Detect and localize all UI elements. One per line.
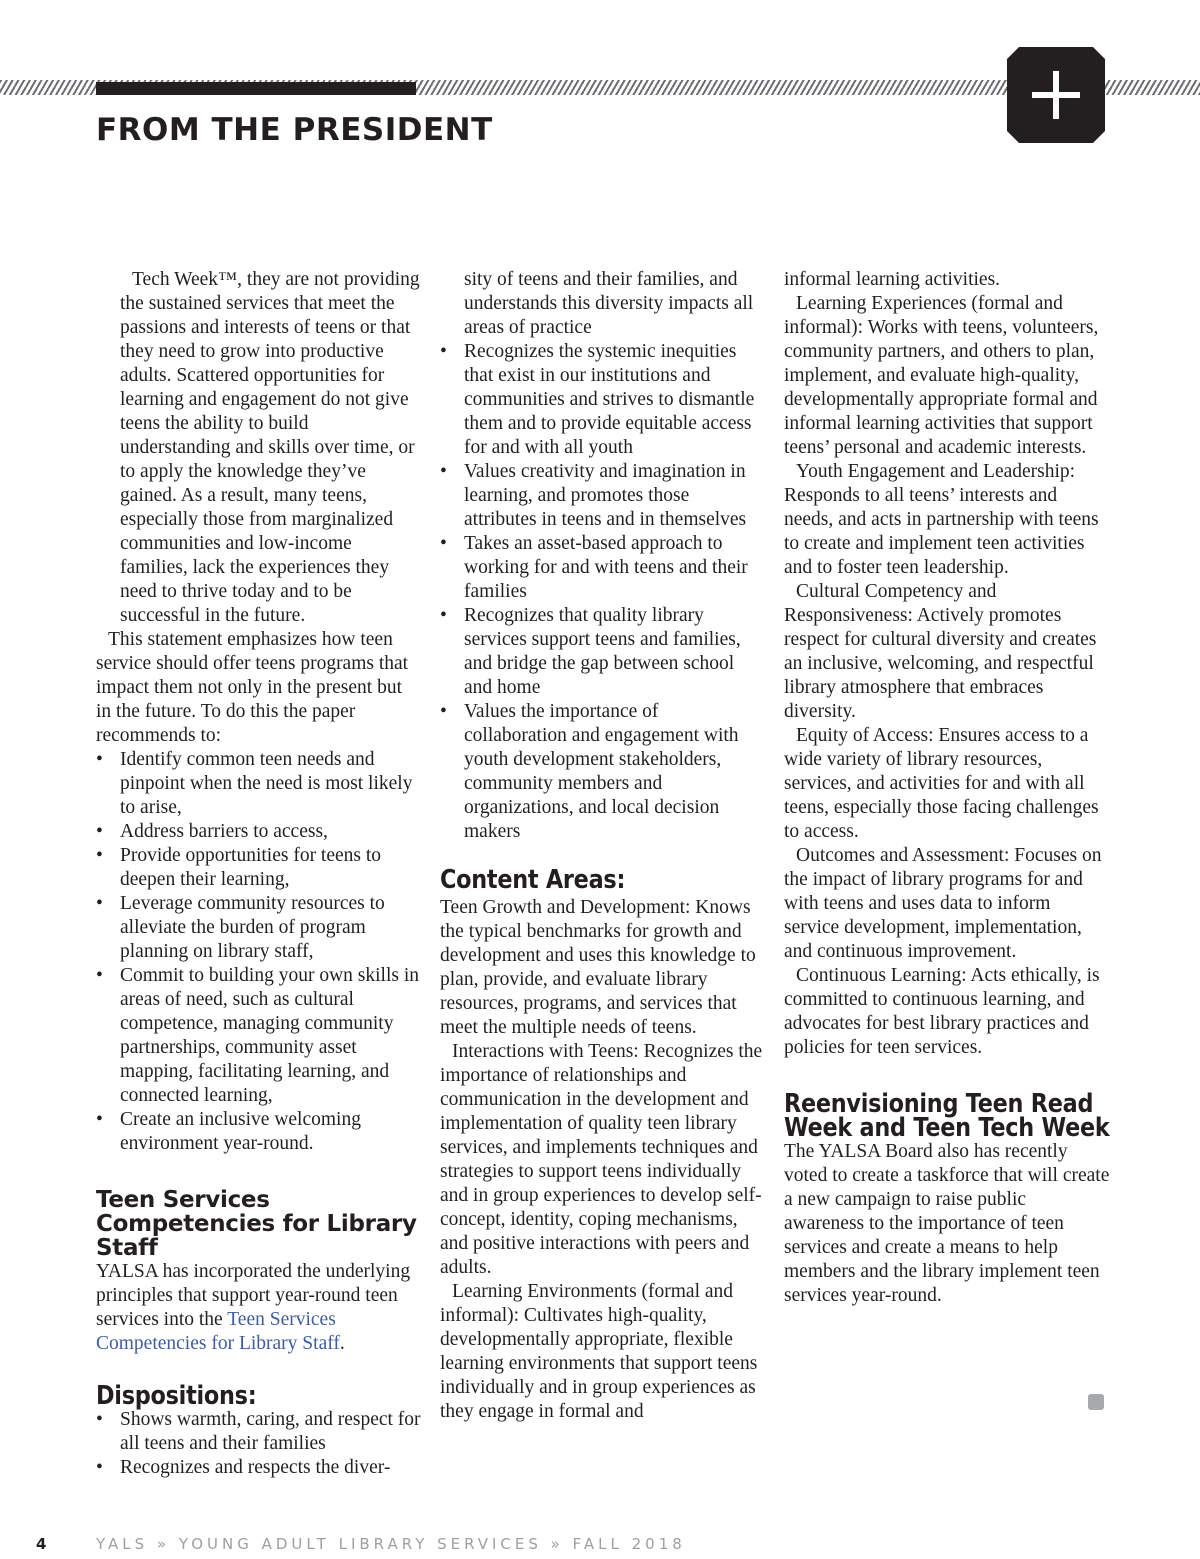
competencies-text: YALSA has incorporated the underlying principles that support year-round teen services into the [96, 1261, 411, 1330]
column-1 [96, 268, 422, 1480]
competencies-paragraph [96, 1260, 422, 1356]
content-area-paragraph: Learning Environments (formal and informal): Cultivates high-quality, developmentally appropriate, flexible learning environments that support teens individually and in group experiences as they engage in formal and [440, 1281, 758, 1422]
board-paragraph: The YALSA Board also has recently voted to create a taskforce that will create a new campaign to raise public awareness to the importance of teen services and create a means to help members and the library implement teen services year-round. [784, 1141, 1110, 1306]
body-paragraph: This statement emphasizes how teen service should offer teens programs that impact them not only in the present but in the future. To do this the paper recommends to: [96, 629, 409, 746]
end-mark-icon [1088, 1394, 1104, 1410]
column-2 [440, 268, 766, 1424]
list-item: • Recognizes that quality library services support teens and families, and bridge the gap between school and home [440, 604, 766, 700]
list-item: • Address barriers to access, [96, 820, 422, 844]
heading-competencies: Teen Services Competencies for Library Staff [96, 1187, 417, 1261]
content-area-paragraph: Equity of Access: Ensures access to a wide variety of library resources, services, and activities for and with all teens, especially those facing challenges to access. [784, 725, 1099, 842]
list-item: • Takes an asset-based approach to working for and with teens and their families [440, 532, 766, 604]
header-solid-bar [96, 82, 416, 95]
content-area-paragraph: Teen Growth and Development: Knows the typical benchmarks for growth and development and uses this knowledge to plan, provide, and evaluate library resources, programs, and services that meet the multiple needs of teens. [440, 897, 756, 1038]
section-title: FROM THE PRESIDENT [96, 112, 493, 148]
content-area-paragraph: Outcomes and Assessment: Focuses on the impact of library programs for and with teens and uses data to inform service development, implementation, and continuous improvement. [784, 845, 1102, 962]
footer-text: YALS » YOUNG ADULT LIBRARY SERVICES » FALL 2018 [96, 1535, 686, 1553]
competencies-text-end: . [339, 1333, 345, 1354]
competencies-link[interactable]: Teen Services Competencies for Library Staff [96, 1309, 340, 1354]
content-area-paragraph: Continuous Learning: Acts ethically, is committed to continuous learning, and advocates for best library practices and policies for teen services. [784, 965, 1100, 1058]
list-item: • Commit to building your own skills in areas of need, such as cultural competence, managing community partnerships, community asset mapping, facilitating learning, and connected learning, [96, 964, 422, 1108]
list-item: • Leverage community resources to alleviate the burden of program planning on library staff, [96, 892, 422, 964]
plus-icon [1007, 47, 1105, 143]
dispositions-list [96, 1408, 422, 1480]
list-item: • Create an inclusive welcoming environment year-round. [96, 1108, 422, 1156]
heading-line: Week and Teen Tech Week [784, 1113, 1110, 1143]
content-area-paragraph: Youth Engagement and Leadership: Responds to all teens’ interests and needs, and acts in partnership with teens to create and implement teen activities and to foster teen leadership. [784, 461, 1099, 578]
list-item: • Identify common teen needs and pinpoint when the need is most likely to arise, [96, 748, 422, 820]
content-area-paragraph: Cultural Competency and Responsiveness: Actively promotes respect for cultural diversity and creates an inclusive, welcoming, and respectful library atmosphere that embraces diversity. [784, 581, 1097, 722]
page-number: 4 [36, 1535, 47, 1553]
continuation-text: informal learning activities. [784, 269, 1001, 290]
column-3 [784, 268, 1110, 1308]
content-area-paragraph: Interactions with Teens: Recognizes the importance of relationships and communication in the development and implementation of quality teen library services, and implements techniques and strategies to support teens individually and in group experiences to develop self-concept, identity, coping mechanisms, and positive interactions with peers and adults. [440, 1041, 763, 1278]
list-item: • Recognizes the systemic inequities that exist in our institutions and communities and strives to dismantle them and to provide equitable access for and with all youth [440, 340, 766, 460]
list-item: • Provide opportunities for teens to deepen their learning, [96, 844, 422, 892]
heading-reenvisioning [784, 1089, 1110, 1143]
list-item: • Recognizes and respects the diver- [96, 1456, 422, 1480]
intro-paragraph: Tech Week™, they are not providing the sustained services that meet the passions and interests of teens or that they need to grow into productive adults. Scattered opportunities for learning and engagement do not give teens the ability to build understanding and skills over time, or to apply the knowledge they’ve gained. As a result, many teens, especially those from marginalized communities and low-income families, lack the experiences they need to thrive today and to be successful in the future. [120, 269, 420, 626]
list-item: • Shows warmth, caring, and respect for all teens and their families [96, 1408, 422, 1456]
dispositions-list-continued [440, 340, 766, 844]
list-item: • Values the importance of collaboration and engagement with youth development stakeholders, community members and organizations, and local decision makers [440, 700, 766, 844]
heading-line: Reenvisioning Teen Read [784, 1089, 1094, 1119]
content-area-paragraph: Learning Experiences (formal and informal): Works with teens, volunteers, community partners, and others to plan, implement, and evaluate high-quality, developmentally appropriate formal and informal learning activities that support teens’ personal and academic interests. [784, 293, 1099, 458]
recommendations-list [96, 748, 422, 1156]
heading-content-areas: Content Areas: [440, 865, 626, 895]
list-item: • Values creativity and imagination in learning, and promotes those attributes in teens and in themselves [440, 460, 766, 532]
heading-dispositions: Dispositions: [96, 1381, 257, 1411]
continuation-text: sity of teens and their families, and understands this diversity impacts all areas of practice [464, 269, 754, 338]
